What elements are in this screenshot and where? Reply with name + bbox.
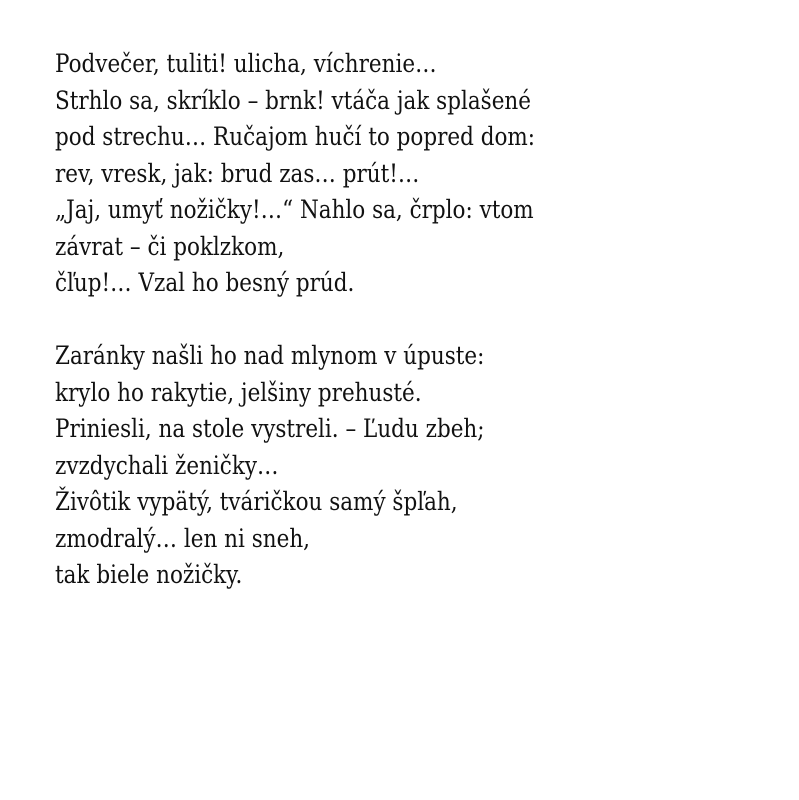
poem-line: tak biele nožičky. xyxy=(55,560,243,589)
poem-line: Zaránky našli ho nad mlynom v úpuste: xyxy=(55,341,485,370)
poem-line: krylo ho rakytie, jelšiny prehusté. xyxy=(55,377,422,407)
poem-line: Živôtik vypätý, tváričkou samý špľah, xyxy=(55,487,458,516)
poem-line: zmodralý… len ni sneh, xyxy=(55,523,311,553)
poem-text xyxy=(55,46,535,594)
poem-line: rev, vresk, jak: brud zas… prút!… xyxy=(55,158,420,188)
poem-line: závrat – či poklzkom, xyxy=(55,231,285,261)
poem-line: Podvečer, tuliti! ulicha, víchrenie… xyxy=(55,49,437,78)
poem-line: „Jaj, umyť nožičky!…“ Nahlo sa, črplo: vtom xyxy=(55,195,534,224)
poem-line: Priniesli, na stole vystreli. – Ľudu zbeh; xyxy=(55,414,485,443)
poem-line: čľup!… Vzal ho besný prúd. xyxy=(55,268,355,297)
poem-line: pod strechu… Ručajom hučí to popred dom: xyxy=(55,122,536,151)
poem-line: zvzdychali ženičky… xyxy=(55,450,279,480)
poem-stanza-1 xyxy=(55,46,535,302)
poem-line: Strhlo sa, skríklo – brnk! vtáča jak splašené xyxy=(55,85,532,115)
poem-stanza-2 xyxy=(55,338,535,594)
